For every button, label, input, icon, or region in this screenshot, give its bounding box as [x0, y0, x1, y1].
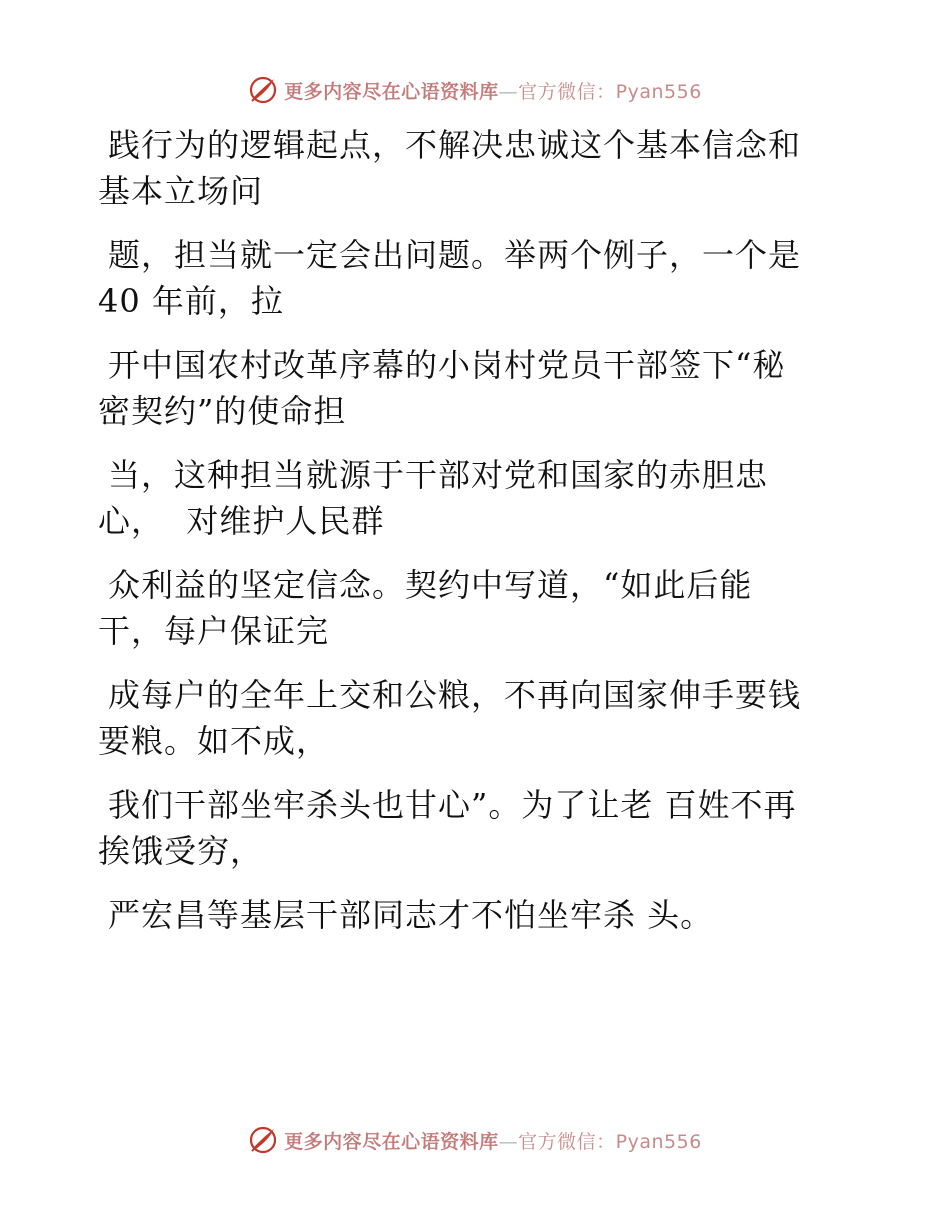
text-line: 众利益的坚定信念。契约中写道，“如此后能	[108, 566, 753, 604]
feather-pen-logo-icon	[248, 1125, 278, 1155]
watermark-text	[284, 77, 702, 104]
watermark-contact: 官方微信：Pyan556	[518, 1130, 702, 1153]
document-body	[98, 122, 858, 956]
watermark-brand: 更多内容尽在心语资料库	[284, 80, 499, 103]
text-line: 题，担当就一定会出问题。举两个例子，一个是	[108, 236, 802, 274]
watermark-brand: 更多内容尽在心语资料库	[284, 1130, 499, 1153]
feather-pen-logo-icon	[248, 75, 278, 105]
text-line: 我们干部坐牢杀头也甘心”。为了让老 百姓不再	[108, 786, 797, 824]
text-line: 基本立场问	[98, 172, 264, 210]
header-watermark	[0, 70, 950, 110]
footer-watermark	[0, 1120, 950, 1160]
text-line: 践行为的逻辑起点，不解决忠诚这个基本信念和	[108, 126, 802, 164]
text-line: 干，每户保证完	[98, 612, 330, 650]
paragraph	[98, 892, 858, 938]
text-line: 密契约”的使命担	[98, 392, 347, 430]
text-line: 当，这种担当就源于干部对党和国家的赤胆忠	[108, 456, 769, 494]
paragraph	[98, 782, 858, 874]
watermark-text	[284, 1127, 702, 1154]
watermark-contact: 官方微信：Pyan556	[518, 80, 702, 103]
text-line: 40 年前，拉	[98, 282, 284, 320]
watermark-separator: —	[498, 1130, 519, 1153]
paragraph	[98, 122, 858, 214]
paragraph	[98, 672, 858, 764]
paragraph	[98, 342, 858, 434]
text-line: 开中国农村改革序幕的小岗村党员干部签下“秘	[108, 346, 786, 384]
text-line: 严宏昌等基层干部同志才不怕坐牢杀 头。	[108, 896, 714, 934]
text-line: 要粮。如不成，	[98, 722, 330, 760]
text-line: 成每户的全年上交和公粮，不再向国家伸手要钱	[108, 676, 802, 714]
watermark-separator: —	[498, 80, 519, 103]
paragraph	[98, 232, 858, 324]
paragraph	[98, 452, 858, 544]
text-line: 挨饿受穷，	[98, 832, 264, 870]
text-line: 心， 对维护人民群	[98, 502, 385, 540]
paragraph	[98, 562, 858, 654]
